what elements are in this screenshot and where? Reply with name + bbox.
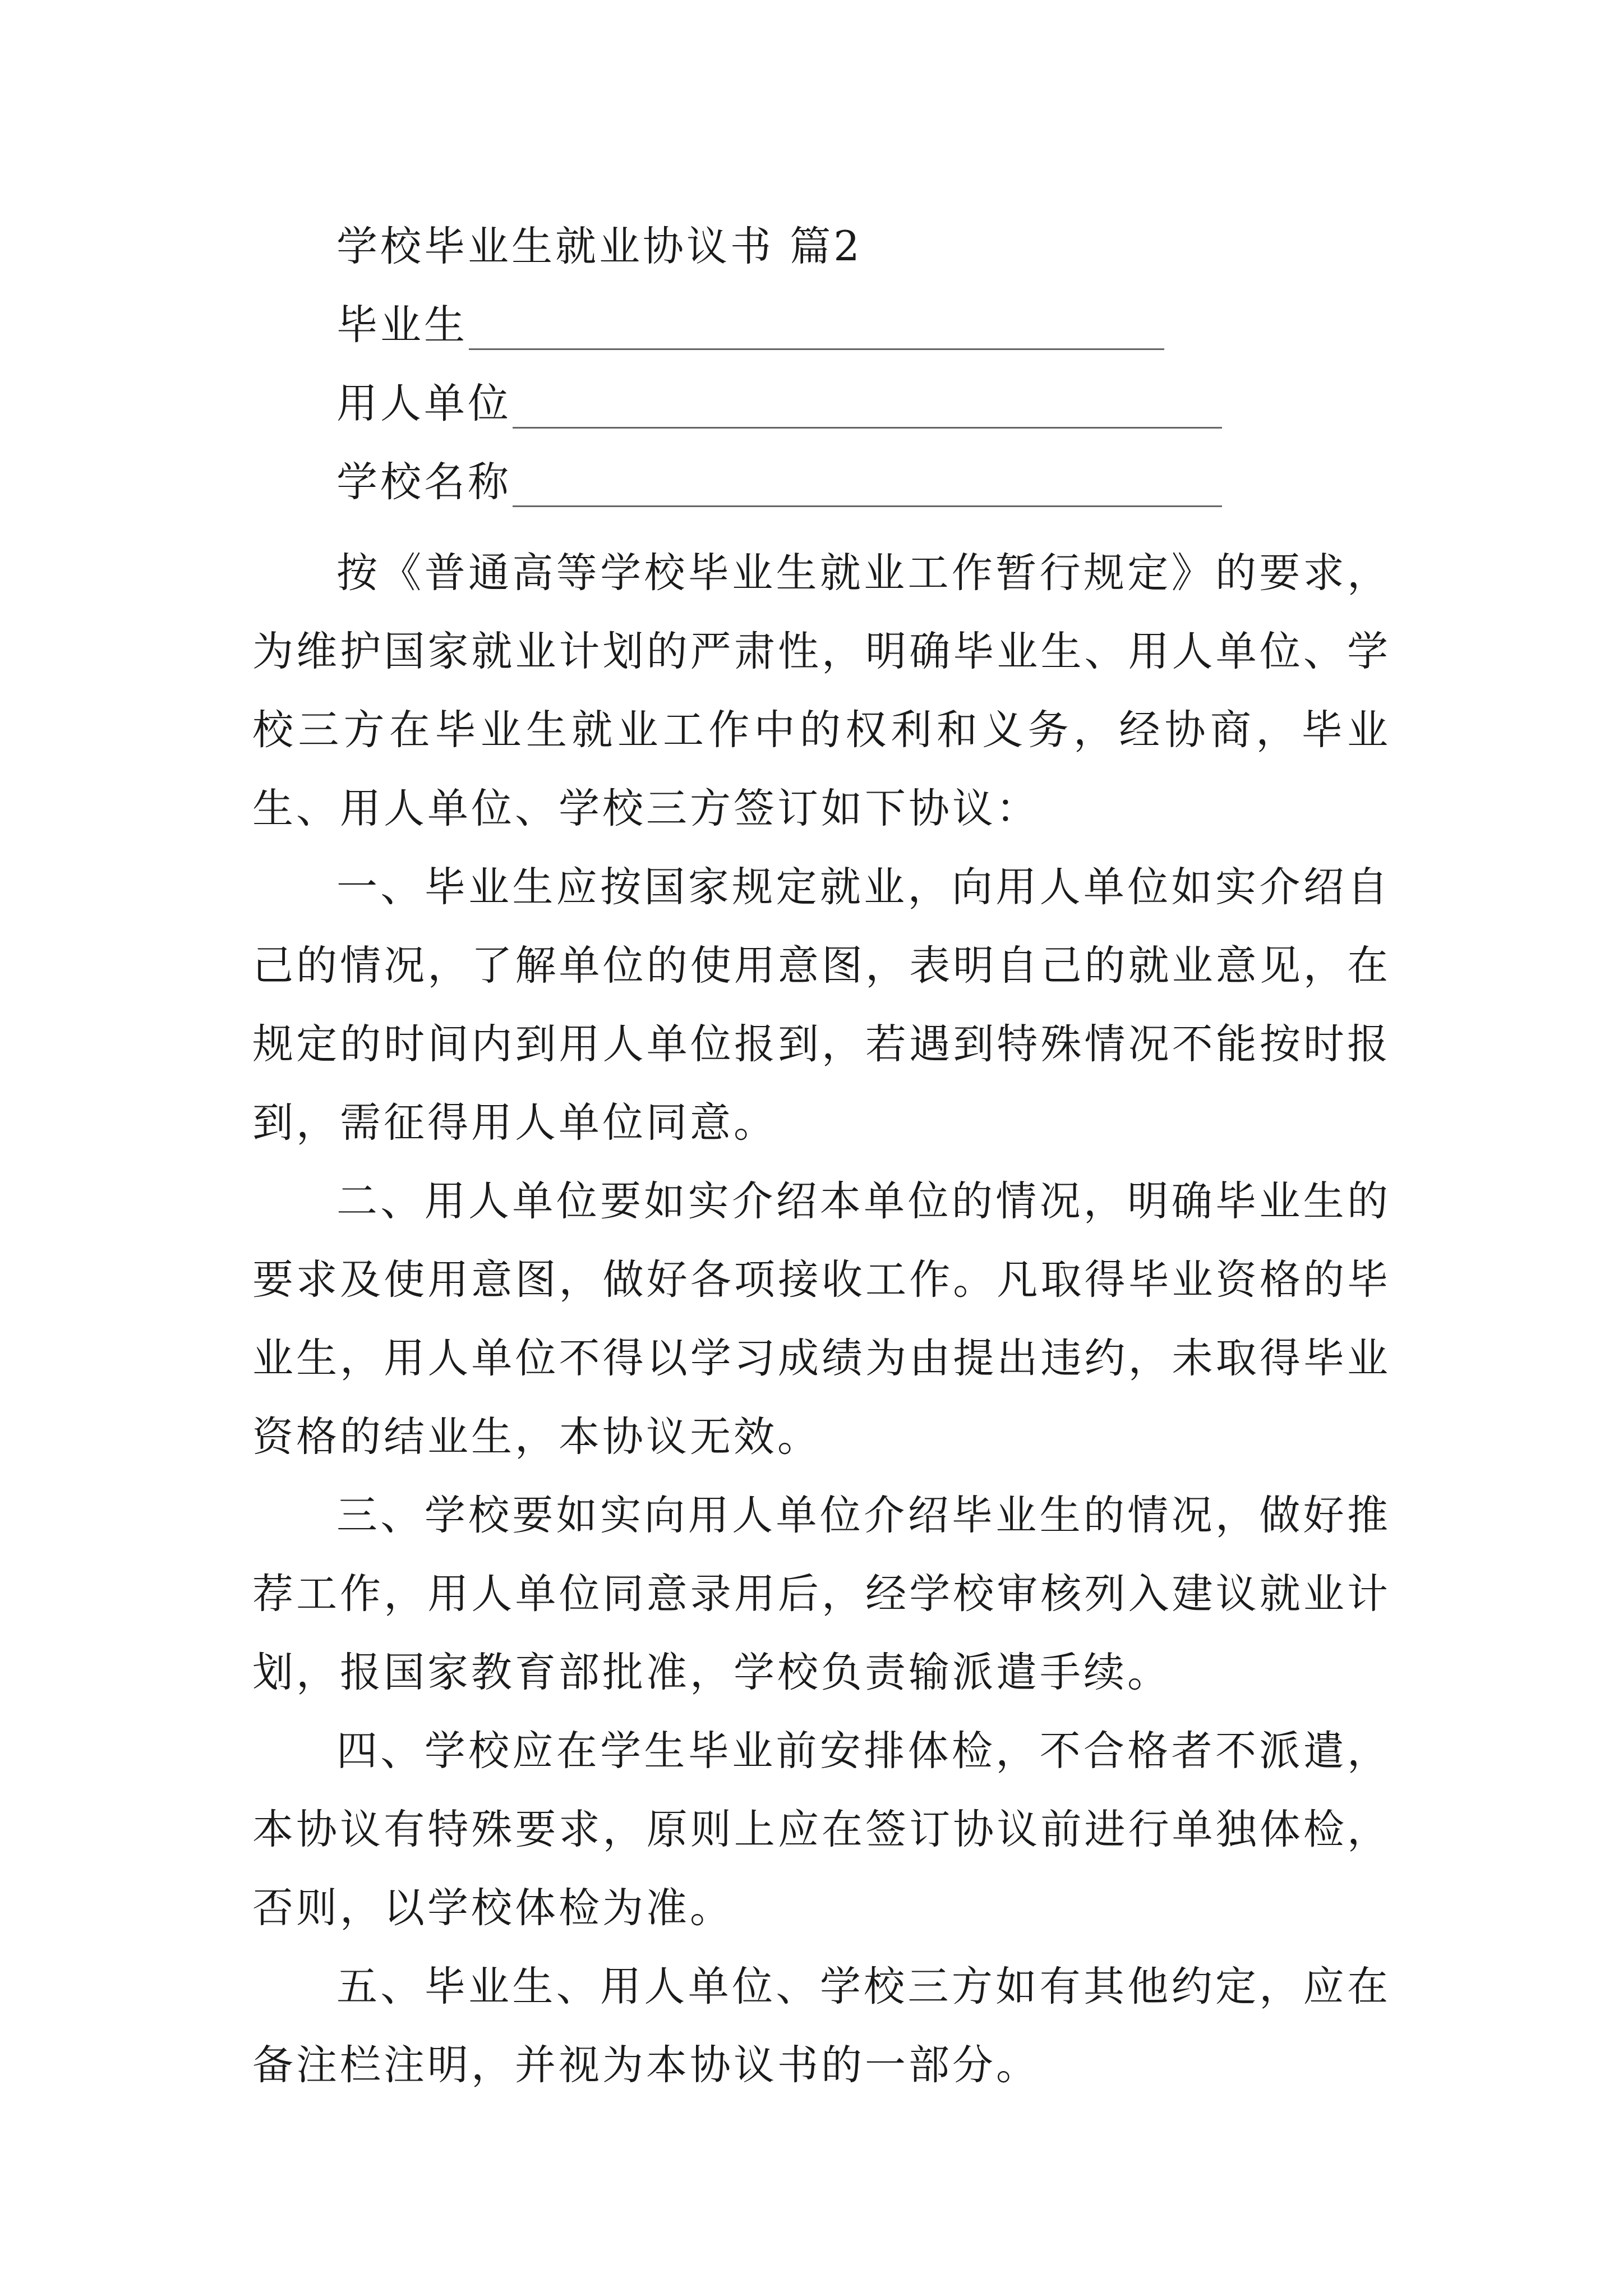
field-employer-blank[interactable] (513, 427, 1222, 429)
field-employer-label: 用人单位 (336, 380, 511, 427)
field-employer (336, 365, 1391, 443)
document-title: 学校毕业生就业协议书 篇2 (336, 223, 863, 270)
paragraph-clause-2: 二、用人单位要如实介绍本单位的情况，明确毕业生的要求及使用意图，做好各项接收工作。凡取得毕业资格的毕业生，用人单位不得以学习成绩为由提出违约，未取得毕业资格的结业生，本协议无效。 (252, 1177, 1391, 1461)
paragraph-clause-3: 三、学校要如实向用人单位介绍毕业生的情况，做好推荐工作，用人单位同意录用后，经学校审核列入建议就业计划，报国家教育部批准，学校负责输派遣手续。 (252, 1492, 1391, 1696)
field-graduate (336, 286, 1391, 365)
paragraph-clause-5: 五、毕业生、用人单位、学校三方如有其他约定，应在备注栏注明，并视为本协议书的一部分。 (252, 1963, 1391, 2089)
field-school-name-blank[interactable] (513, 505, 1222, 507)
paragraph-clause-4: 四、学校应在学生毕业前安排体检，不合格者不派遣，本协议有特殊要求，原则上应在签订协议前进行单独体检，否则，以学校体检为准。 (252, 1727, 1391, 1932)
field-graduate-blank[interactable] (469, 348, 1164, 350)
field-school-name-label: 学校名称 (336, 458, 511, 506)
paragraph-preamble: 按《普通高等学校毕业生就业工作暂行规定》的要求，为维护国家就业计划的严肃性，明确毕业生、用人单位、学校三方在毕业生就业工作中的权利和义务，经协商，毕业生、用人单位、学校三方签订如下协议： (252, 549, 1391, 832)
paragraph-clause-1: 一、毕业生应按国家规定就业，向用人单位如实介绍自己的情况，了解单位的使用意图，表明自己的就业意见，在规定的时间内到用人单位报到，若遇到特殊情况不能按时报到，需征得用人单位同意。 (252, 863, 1391, 1147)
field-graduate-label: 毕业生 (336, 301, 468, 349)
field-school-name (336, 443, 1391, 522)
document-body (252, 208, 1391, 2105)
